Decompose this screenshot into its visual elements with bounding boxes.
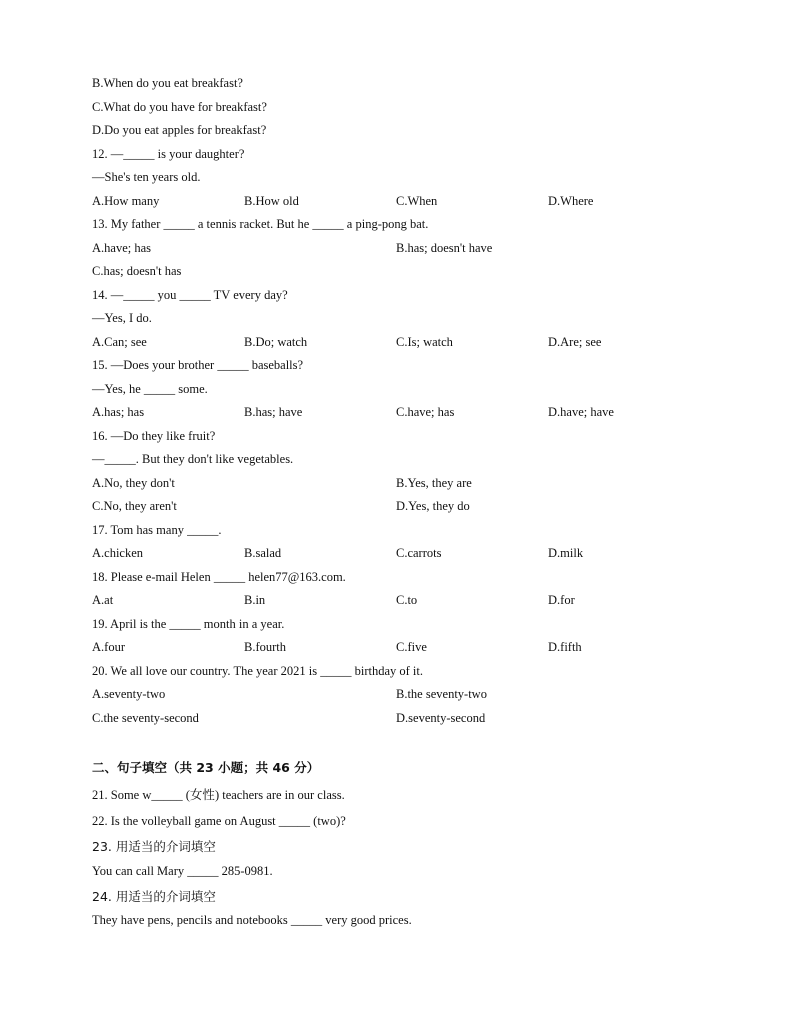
- q12-option-a: A.How many: [92, 193, 160, 208]
- q24-instruction: 24. 用适当的介词填空: [92, 888, 216, 904]
- q11-option-d: D.Do you eat apples for breakfast?: [92, 123, 267, 137]
- q18-options: [92, 591, 732, 615]
- q12-response: —She's ten years old.: [92, 170, 201, 184]
- q16-option-d: D.Yes, they do: [396, 499, 470, 513]
- q12-option-b: B.How old: [244, 193, 299, 208]
- q20-option-b: B.the seventy-two: [396, 687, 487, 701]
- q15-response: —Yes, he _____ some.: [92, 381, 208, 396]
- q19-option-a: A.four: [92, 640, 125, 654]
- q20-stem: 20. We all love our country. The year 2021 is _____ birthday of it.: [92, 663, 423, 678]
- q18-option-c: C.to: [396, 593, 418, 607]
- q15-stem: 15. —Does your brother _____ baseballs?: [92, 358, 304, 372]
- q14-options: [92, 333, 732, 357]
- q16-option-b: B.Yes, they are: [396, 475, 472, 490]
- q12-stem: 12. —_____ is your daughter?: [92, 146, 245, 161]
- q17-options: [92, 544, 732, 568]
- q20-option-c: C.the seventy-second: [92, 710, 199, 725]
- q13-option-a: A.have; has: [92, 240, 152, 255]
- q15-option-b: B.has; have: [244, 405, 303, 419]
- q12-option-c: C.When: [396, 193, 438, 208]
- q19-option-c: C.five: [396, 640, 427, 654]
- q21-stem: [92, 786, 732, 812]
- q12-options: [92, 192, 732, 216]
- q20-options-row2: [92, 709, 732, 733]
- section-2-heading: 二、句子填空（共 23 小题；共 46 分）: [92, 760, 320, 775]
- q16-option-c: C.No, they aren't: [92, 499, 177, 513]
- q20-option-a: A.seventy-two: [92, 687, 166, 701]
- q16-options-row1: [92, 474, 732, 498]
- q23-instruction: 23. 用适当的介词填空: [92, 839, 216, 854]
- q19-option-b: B.fourth: [244, 640, 287, 654]
- q22-stem: 22. Is the volleyball game on August _____ (two)?: [92, 814, 346, 828]
- q11-option-c: C.What do you have for breakfast?: [92, 99, 267, 114]
- q19-stem: 19. April is the _____ month in a year.: [92, 616, 285, 631]
- q18-option-d: D.for: [548, 593, 575, 607]
- q19-options: [92, 638, 732, 662]
- q13-option-b: B.has; doesn't have: [396, 240, 493, 255]
- q21-hint: 女性: [189, 787, 215, 802]
- q18-stem: 18. Please e-mail Helen _____ helen77@163.com.: [92, 569, 346, 584]
- q15-option-c: C.have; has: [396, 405, 455, 419]
- q14-option-d: D.Are; see: [548, 334, 602, 349]
- q13-option-c: C.has; doesn't has: [92, 264, 182, 278]
- q14-option-a: A.Can; see: [92, 334, 147, 349]
- q18-option-b: B.in: [244, 593, 266, 607]
- q20-option-d: D.seventy-second: [396, 710, 486, 725]
- q14-option-b: B.Do; watch: [244, 334, 308, 349]
- q13-options-row1: [92, 239, 732, 263]
- q15-option-d: D.have; have: [548, 405, 614, 419]
- q14-stem: 14. —_____ you _____ TV every day?: [92, 287, 288, 302]
- q17-option-c: C.carrots: [396, 546, 442, 560]
- q14-response: —Yes, I do.: [92, 311, 152, 325]
- q16-options-row2: [92, 497, 732, 521]
- q18-option-a: A.at: [92, 593, 114, 607]
- q15-options: [92, 403, 732, 427]
- q20-options-row1: [92, 685, 732, 709]
- q21-pre: 21. Some w_____ (: [92, 788, 190, 802]
- q15-option-a: A.has; has: [92, 405, 145, 419]
- q19-option-d: D.fifth: [548, 640, 582, 654]
- q13-stem: 13. My father _____ a tennis racket. But he _____ a ping-pong bat.: [92, 217, 429, 231]
- q11-option-b: B.When do you eat breakfast?: [92, 76, 243, 90]
- q16-response: —_____. But they don't like vegetables.: [92, 452, 294, 466]
- q17-option-d: D.milk: [548, 546, 584, 560]
- q14-option-c: C.Is; watch: [396, 334, 453, 349]
- q17-stem: 17. Tom has many _____.: [92, 522, 222, 537]
- q17-option-b: B.salad: [244, 546, 282, 560]
- q17-option-a: A.chicken: [92, 546, 144, 560]
- q24-sentence: They have pens, pencils and notebooks _____ very good prices.: [92, 913, 412, 927]
- exam-content: [92, 74, 732, 937]
- q12-option-d: D.Where: [548, 193, 594, 208]
- q23-sentence: You can call Mary _____ 285-0981.: [92, 863, 273, 878]
- q16-option-a: A.No, they don't: [92, 475, 175, 490]
- q21-post: ) teachers are in our class.: [214, 788, 345, 802]
- q16-stem: 16. —Do they like fruit?: [92, 428, 216, 443]
